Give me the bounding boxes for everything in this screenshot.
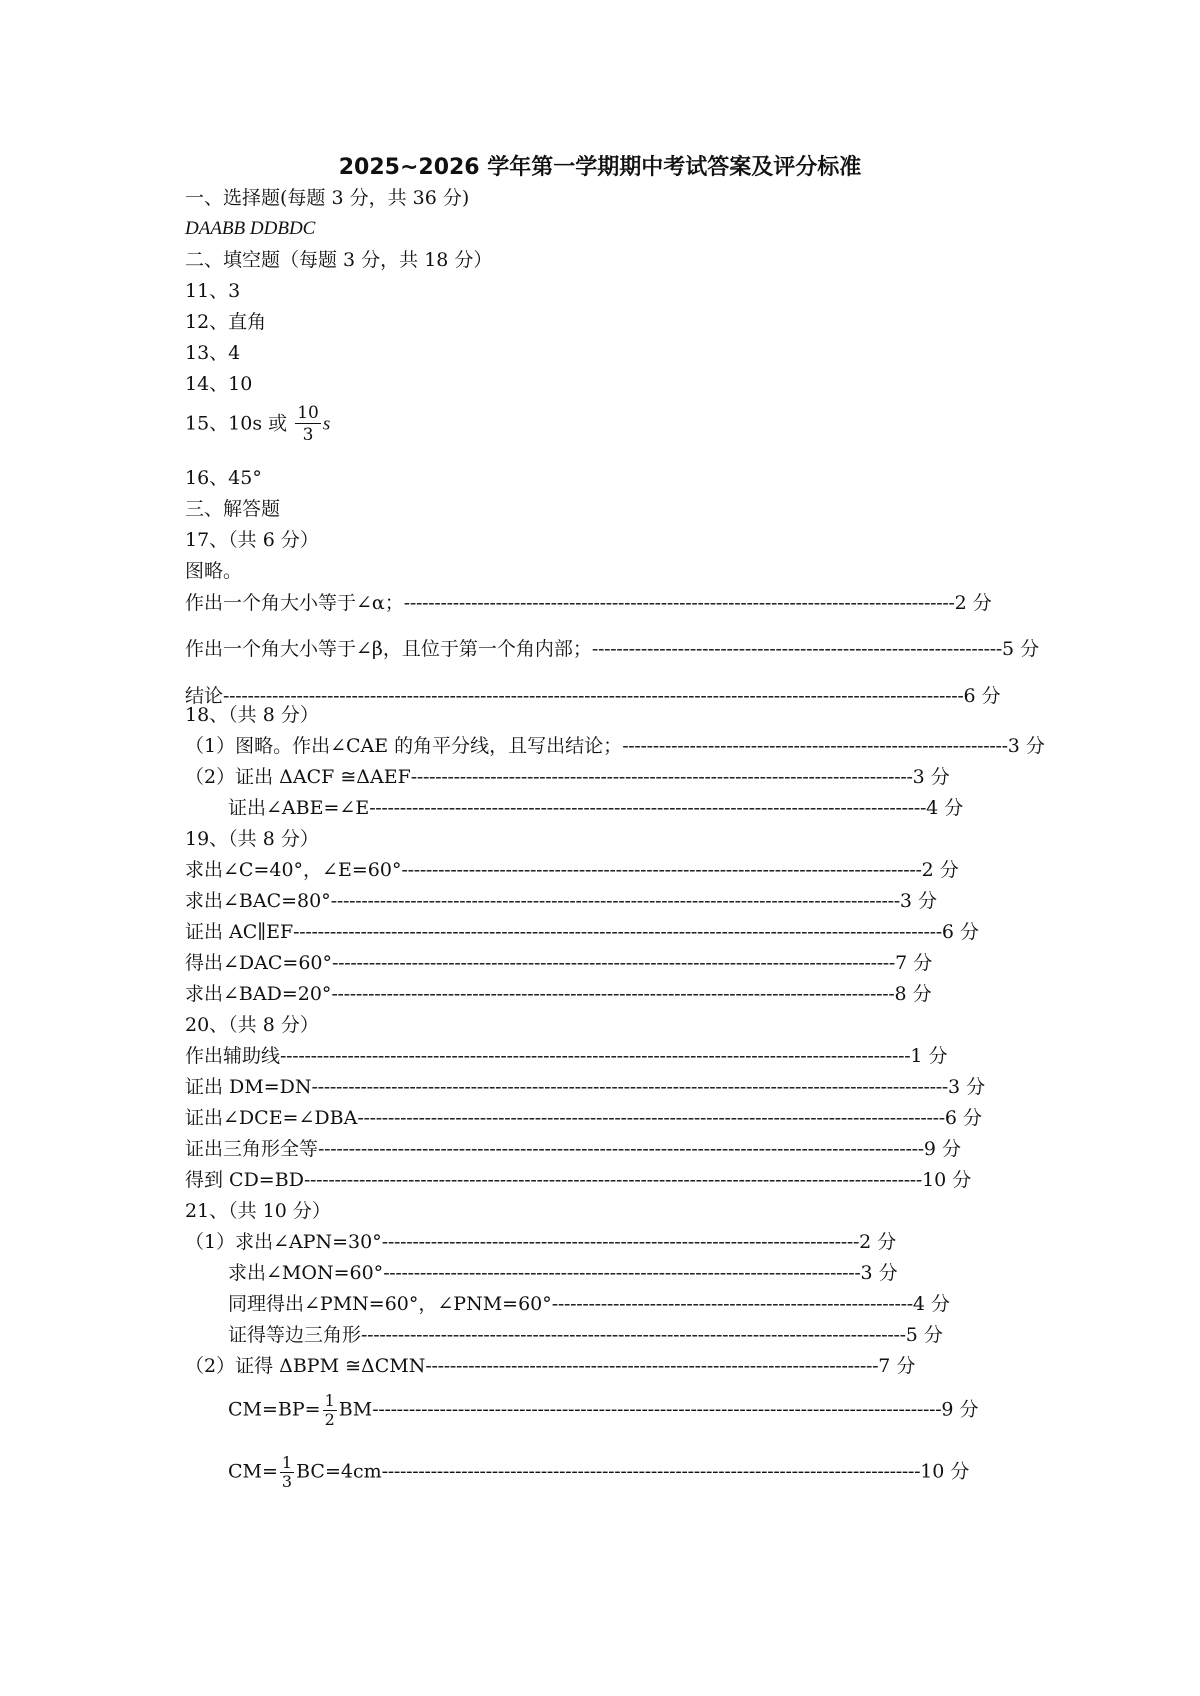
dash-leader: ------------------------------------------------------------------------------------------------------- [280,1045,911,1067]
score-line-text: 结论 [185,685,224,707]
score-line [185,683,1001,709]
q15-answer [185,403,330,446]
dash-leader: ----------------------------------------------------------------------------------------- [361,1324,906,1346]
score-value: 5 分 [905,1324,943,1346]
score-line [228,1291,950,1317]
dash-leader: --------------------------------------------------------------------------------------------------- [318,1138,924,1160]
q15-fraction [295,403,321,446]
answer-line: 二、填空题（每题 3 分，共 18 分） [185,249,493,271]
score-value: 3 分 [860,1262,898,1284]
dash-leader: ---------------------------------------------------------------------------------- [410,766,913,788]
dash-leader: ------------------------------------------------------------------------------------------------------------------------- [223,685,964,707]
answer-line: 14、10 [185,373,253,395]
score-line-text: 作出辅助线 [185,1045,281,1067]
score-line [228,1260,898,1286]
score-value: 10 分 [920,1460,970,1483]
dash-leader: ----------------------------------------------------------------------------------------------------- [303,1169,923,1191]
score-line [185,1229,896,1255]
score-line [185,950,932,976]
fraction-den: 2 [324,1410,335,1429]
dash-leader: --------------------------------------------------------------------------------------------- [372,1398,942,1421]
score-line-text: （1）图略。作出∠CAE 的角平分线，且写出结论； [185,735,623,757]
score-value: 1 分 [910,1045,948,1067]
score-value: 8 分 [894,983,932,1005]
fraction-num: 1 [324,1391,335,1410]
score-line [185,590,992,616]
fraction [280,1454,294,1491]
dash-leader: ------------------------------------------------------------------------------------------ [403,592,955,614]
score-line [185,636,1039,662]
score-line [185,857,959,883]
score-value: 3 分 [912,766,950,788]
score-value: 2 分 [921,859,959,881]
score-line-text: 求出∠BAC=80° [185,890,331,912]
fraction-den: 3 [281,1472,293,1491]
score-line-text: 同理得出∠PMN=60°，∠PNM=60° [228,1293,552,1315]
score-value: 7 分 [878,1355,916,1377]
score-value: 3 分 [1007,735,1045,757]
score-line-text: 证出三角形全等 [185,1138,319,1160]
score-line [185,1136,961,1162]
document-title: 2025~2026 学年第一学期期中考试答案及评分标准 [338,155,862,180]
dash-leader: -------------------------------------------------------------------------------------------- [332,952,896,974]
score-line-text: 证出 AC∥EF [185,921,294,943]
score-value: 9 分 [941,1398,979,1421]
dash-leader: ------------------------------------------------------------------- [591,638,1002,660]
dash-leader: ------------------------------------------------------------------------------ [383,1262,861,1284]
fraction-line-suffix: BM [338,1398,373,1421]
score-line [185,1074,985,1100]
dash-leader: --------------------------------------------------------------- [622,735,1008,757]
score-value: 10 分 [922,1169,972,1191]
fraction-line-prefix: CM=BP= [228,1398,321,1421]
fraction-score-line [228,1454,969,1491]
dash-leader: -------------------------------------------------------------------------- [425,1355,879,1377]
dash-leader: --------------------------------------------------------------------------------------------- [330,890,900,912]
dash-leader: -------------------------------------------------------------------------------------------- [331,983,895,1005]
dash-leader: ---------------------------------------------------------------------------------------- [381,1460,921,1483]
q21-header: 21、（共 10 分） [185,1200,331,1222]
score-value: 2 分 [859,1231,897,1253]
answer-line: 18、（共 8 分） [185,704,319,726]
score-line [185,733,1045,759]
score-value: 6 分 [941,921,979,943]
dash-leader: ------------------------------------------------------------------------------------------------ [357,1107,945,1129]
answer-line: 图略。 [185,560,243,582]
score-line-text: 求出∠C=40°，∠E=60° [185,859,402,881]
dash-leader: ------------------------------------------------------------------------------------------- [369,797,927,819]
score-line [185,1105,982,1131]
fraction-line-prefix: CM= [228,1460,278,1483]
score-line-text: 得出∠DAC=60° [185,952,333,974]
score-value: 3 分 [948,1076,986,1098]
answer-line: 一、选择题(每题 3 分，共 36 分) [185,187,470,209]
score-value: 6 分 [963,685,1001,707]
answer-line: 19、（共 8 分） [185,828,319,850]
fraction-line-suffix: BC=4cm [296,1460,382,1483]
score-line-text: 作出一个角大小等于∠β，且位于第一个角内部； [185,638,592,660]
answer-line: 三、解答题 [185,498,281,520]
q15-prefix: 15、10s 或 [185,412,288,435]
q15-fraction-num: 10 [297,403,319,423]
q15-unit: s [322,413,331,435]
score-value: 6 分 [944,1107,982,1129]
score-value: 9 分 [923,1138,962,1160]
score-line [228,1322,943,1348]
dash-leader: ----------------------------------------------------------- [551,1293,913,1315]
score-value: 4 分 [912,1293,950,1315]
score-line-text: 求出∠MON=60° [228,1262,384,1284]
score-line [185,764,950,790]
dash-leader: ---------------------------------------------------------------------------------------------------------- [293,921,942,943]
score-line-text: 证出∠ABE=∠E [228,797,370,819]
score-value: 4 分 [926,797,964,819]
answer-line: 11、3 [185,280,241,302]
score-line [228,795,963,821]
answer-line: 16、45° [185,467,262,489]
score-line [185,888,937,914]
score-line [185,1353,915,1379]
fraction-num: 1 [281,1453,293,1472]
score-line-text: （2）证出 ΔACF ≅ΔAEF [185,766,411,788]
score-line-text: 证出 DM=DN [185,1076,312,1098]
fraction-score-line [228,1392,979,1429]
score-line-text: 作出一个角大小等于∠α； [185,592,404,614]
answer-line: 20、（共 8 分） [185,1014,319,1036]
score-value: 2 分 [954,592,992,614]
score-line-text: 得到 CD=BD [185,1169,304,1191]
score-value: 3 分 [899,890,938,912]
score-value: 7 分 [895,952,933,974]
answer-line: 17、（共 6 分） [185,529,319,551]
fraction [323,1392,337,1429]
q15-fraction-den: 3 [302,425,314,445]
score-line-text: 求出∠BAD=20° [185,983,332,1005]
score-line-text: （1）求出∠APN=30° [185,1231,382,1253]
score-line [185,919,979,945]
answer-line: 13、4 [185,342,241,364]
dash-leader: -------------------------------------------------------------------------------------------------------- [311,1076,948,1098]
answer-line: 12、直角 [185,311,267,333]
score-line [185,1167,971,1193]
score-line-text: （2）证得 ΔBPM ≅ΔCMN [185,1355,426,1377]
dash-leader: ------------------------------------------------------------------------------ [381,1231,860,1253]
score-line-text: 证出∠DCE=∠DBA [185,1107,358,1129]
score-value: 5 分 [1001,638,1040,660]
score-line [185,981,932,1007]
score-line [185,1043,948,1069]
answer-line: DAABB DDBDC [185,218,316,239]
score-line-text: 证得等边三角形 [228,1324,362,1346]
dash-leader: ------------------------------------------------------------------------------------- [401,859,922,881]
